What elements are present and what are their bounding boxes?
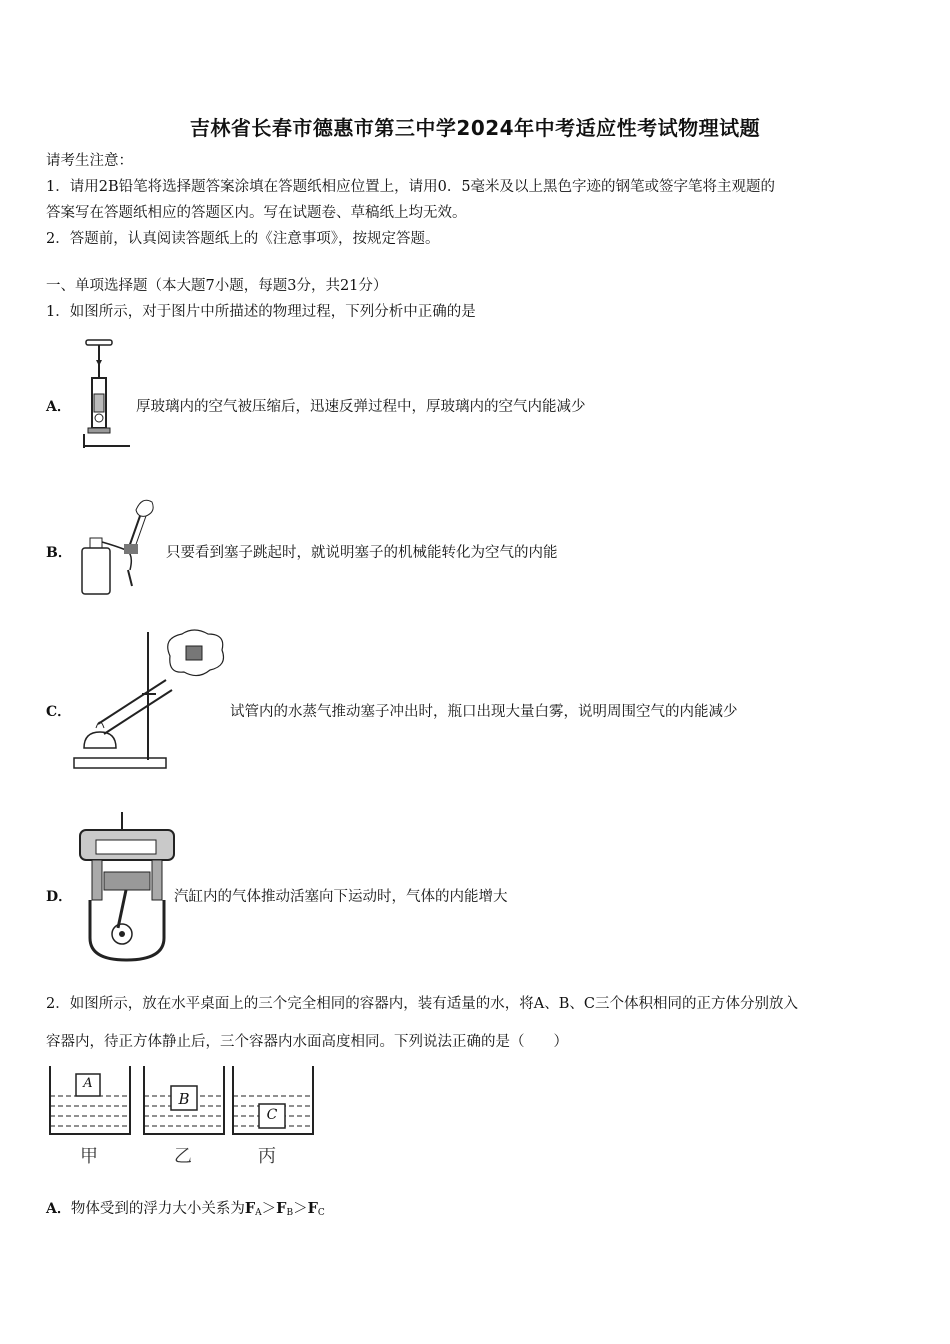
container-jia-label: 甲 (80, 1146, 98, 1167)
page-title: 吉林省长春市德惠市第三中学2024年中考适应性考试物理试题 (189, 116, 761, 140)
question-2-option-a (46, 1196, 325, 1226)
air-compression-apparatus-figure (80, 338, 140, 450)
engine-cylinder-figure (78, 810, 178, 964)
option-b-text: 只要看到塞子跳起时，就说明塞子的机械能转化为空气的内能 (166, 545, 558, 561)
notice-line-3: 2．答题前，认真阅读答题纸上的《注意事项》，按规定答题。 (46, 231, 440, 247)
q2-option-a-letter: A． (46, 1201, 71, 1217)
option-d-letter: D． (46, 889, 73, 905)
greater-than-1: ＞ (261, 1201, 277, 1217)
notice-line-2: 答案写在答题纸相应的答题区内。写在试题卷、草稿纸上均无效。 (46, 205, 467, 221)
question-2-stem-line-2: 容器内，待正方体静止后，三个容器内水面高度相同。下列说法正确的是（ ） (46, 1034, 568, 1050)
notice-line-1: 1．请用2B铅笔将选择题答案涂填在答题纸相应位置上，请用0．5毫米及以上黑色字迹的钢笔或签字笔将主观题的 (46, 179, 776, 195)
container-yi-label: 乙 (174, 1146, 192, 1167)
section-heading: 一、单项选择题（本大题7小题，每题3分，共21分） (46, 278, 388, 294)
notice-heading: 请考生注意： (46, 153, 133, 169)
option-a-letter: A． (46, 399, 71, 415)
question-2-stem-line-1: 2．如图所示，放在水平桌面上的三个完全相同的容器内，装有适量的水，将A、B、C三个体积相同的正方体分别放入 (46, 996, 798, 1012)
force-symbol-a: F (244, 1200, 256, 1217)
cube-c-label: C (266, 1107, 278, 1123)
greater-than-2: ＞ (293, 1201, 308, 1217)
force-subscript-c: C (317, 1208, 325, 1218)
test-tube-heating-figure (70, 628, 230, 774)
container-bing-label: 丙 (258, 1146, 276, 1167)
force-symbol-c: F (307, 1200, 318, 1217)
force-subscript-a: A (255, 1208, 262, 1218)
option-a-text: 厚玻璃内的空气被压缩后，迅速反弹过程中，厚玻璃内的空气内能减少 (136, 399, 586, 415)
force-subscript-b: B (286, 1208, 294, 1218)
question-1-stem: 1．如图所示，对于图片中所描述的物理过程，下列分析中正确的是 (46, 304, 476, 320)
option-c-letter: C． (46, 704, 72, 720)
option-c-text: 试管内的水蒸气推动塞子冲出时，瓶口出现大量白雾，说明周围空气的内能减少 (230, 704, 738, 720)
cube-b-label: B (178, 1090, 190, 1108)
force-symbol-b: F (276, 1200, 287, 1217)
option-b-letter: B． (46, 545, 72, 561)
bottle-cork-pump-figure (76, 490, 166, 600)
cube-a-label: A (83, 1076, 93, 1091)
q2-option-a-text: 物体受到的浮力大小关系为 (70, 1201, 245, 1217)
option-d-text: 汽缸内的气体推动活塞向下运动时，气体的内能增大 (174, 889, 508, 905)
container-bing-figure (231, 1066, 315, 1138)
